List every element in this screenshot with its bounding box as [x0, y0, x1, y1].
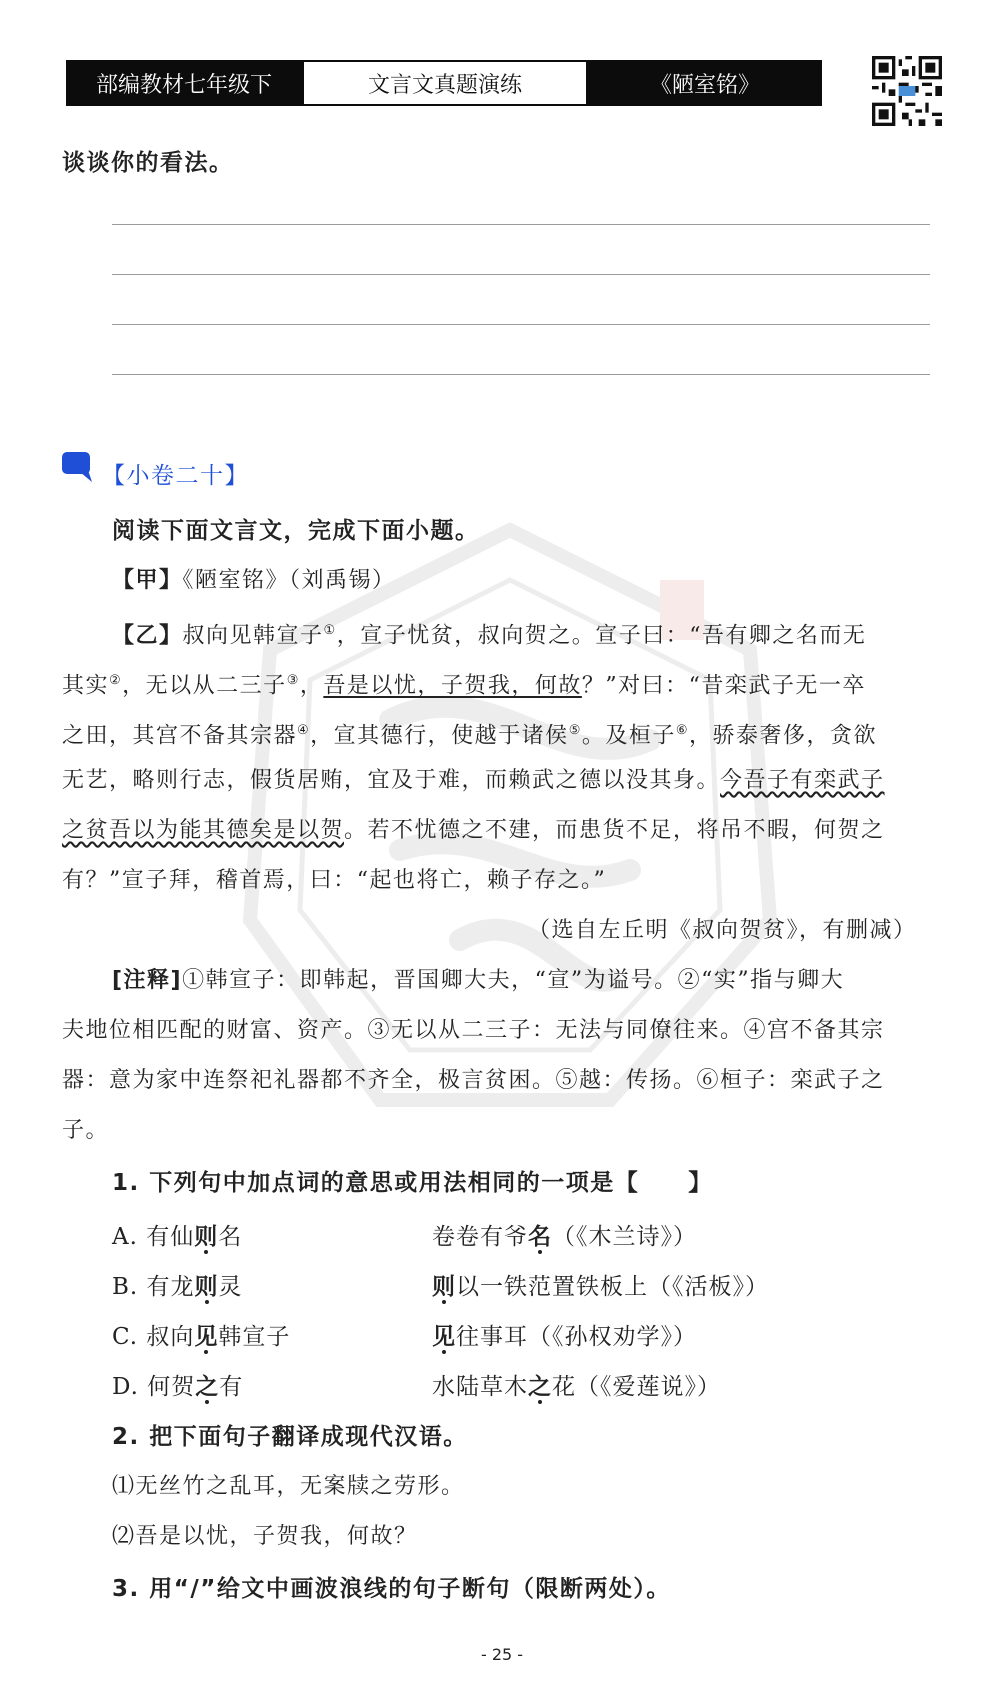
option-a-left[interactable]: A. 有仙则名	[112, 1223, 243, 1250]
footnote-mark: ②	[109, 673, 123, 688]
dotted-word: 则	[194, 1273, 219, 1300]
answer-line[interactable]	[112, 374, 930, 375]
passage-yi-line	[62, 666, 866, 701]
header-title-label: 《陋室铭》	[588, 60, 822, 106]
option-c-right: 见往事耳（《孙权劝学》）	[432, 1323, 697, 1350]
header-grade-label: 部编教材七年级下	[66, 60, 302, 106]
passage-yi-line	[62, 766, 885, 796]
dotted-word: 名	[528, 1223, 552, 1250]
answer-line[interactable]	[112, 324, 930, 325]
passage-text: 。若不忧德之不建，而患货不足，将吊不暇，何贺之	[344, 818, 885, 843]
option-a-right: 卷卷有爷名（《木兰诗》）	[432, 1223, 697, 1250]
dotted-word: 之	[528, 1373, 552, 1400]
option-c-left[interactable]: C. 叔向见韩宣子	[112, 1323, 291, 1350]
passage-text: 无艺，略则行志，假货居贿，宜及于难，而赖武之德以没其身。	[62, 768, 721, 793]
passage-jia	[112, 566, 396, 596]
question-3-stem: 3. 用“/”给文中画波浪线的句子断句（限断两处）。	[112, 1576, 671, 1602]
notes-text: 夫地位相匹配的财富、资产。③无以从二三子：无法与同僚往来。④宫不备其宗	[62, 1018, 885, 1043]
notes-label: [注释]	[112, 968, 183, 993]
option-b-left[interactable]: B. 有龙则灵	[112, 1273, 243, 1300]
notes-text: ①韩宣子：即韩起，晋国卿大夫，“宣”为谥号。②“实”指与卿大	[182, 968, 845, 993]
notes-line	[112, 966, 844, 996]
header-section-label: 文言文真题演练	[302, 60, 588, 106]
footnote-mark: ④	[297, 723, 311, 738]
passage-yi-label: 【乙】	[112, 623, 183, 649]
answer-line[interactable]	[112, 274, 930, 275]
passage-yi-line	[62, 816, 885, 846]
question-1-stem: 1. 下列句中加点词的意思或用法相同的一项是【 】	[112, 1170, 713, 1196]
passage-yi-line	[112, 616, 866, 651]
passage-text: ，宣子忧贫，叔向贺之。宣子曰：“吾有卿之名而无	[336, 623, 867, 649]
option-d-left[interactable]: D. 何贺之有	[112, 1373, 244, 1400]
page-number: - 25 -	[480, 1645, 524, 1664]
passage-text: ，骄泰奢侈，贪欲	[689, 723, 878, 749]
answer-line[interactable]	[112, 224, 930, 225]
question-2-sentence-1: ⑴无丝竹之乱耳，无案牍之劳形。	[112, 1474, 465, 1499]
footnote-mark: ⑤	[568, 723, 582, 738]
notes-text: 器：意为家中连祭祀礼器都不齐全，极言贫困。⑤越：传扬。⑥桓子：栾武子之	[62, 1068, 885, 1093]
footnote-mark: ①	[323, 623, 337, 638]
reading-instruction: 阅读下面文言文，完成下面小题。	[112, 518, 480, 544]
passage-text: ，无以从二三子	[122, 673, 287, 699]
option-d-right: 水陆草木之花（《爱莲说》）	[432, 1373, 721, 1400]
section-title: 【小卷二十】	[102, 463, 249, 489]
passage-text: 之田，其宫不备其宗器	[62, 723, 298, 749]
dotted-word: 见	[432, 1323, 456, 1350]
dotted-word: 之	[195, 1373, 220, 1400]
passage-text: 有？”宣子拜，稽首焉，曰：“起也将亡，赖子存之。”	[62, 868, 607, 893]
speech-bubble-icon	[62, 452, 94, 482]
underlined-sentence: 吾是以忧，子贺我，何故	[323, 673, 582, 699]
passage-text: 其实	[62, 673, 110, 699]
passage-jia-label: 【甲】	[112, 568, 183, 593]
dotted-word: 见	[194, 1323, 219, 1350]
footnote-mark: ③	[286, 673, 300, 688]
footnote-mark: ⑥	[675, 723, 690, 738]
notes-text: 子。	[62, 1118, 110, 1143]
question-2-stem: 2. 把下面句子翻译成现代汉语。	[112, 1424, 468, 1450]
passage-text: ，宣其德行，使越于诸侯	[310, 723, 569, 749]
passage-source: （选自左丘明《叔向贺贫》，有删减）	[528, 918, 917, 943]
passage-text: ，	[299, 673, 324, 699]
dotted-word: 则	[194, 1223, 219, 1250]
wavy-underlined-sentence: 之贫吾以为能其德矣是以贺	[62, 818, 345, 843]
passage-text: ？”对曰：“昔栾武子无一卒	[581, 673, 866, 699]
previous-question-prompt: 谈谈你的看法。	[62, 150, 234, 176]
passage-yi-line	[62, 716, 877, 751]
dotted-word: 则	[432, 1273, 456, 1300]
option-b-right: 则以一铁范置铁板上（《活板》）	[432, 1273, 769, 1300]
passage-jia-title: 《陋室铭》（刘禹锡）	[182, 568, 396, 593]
qr-code-icon[interactable]	[872, 56, 942, 126]
wavy-underlined-sentence: 今吾子有栾武子	[720, 768, 885, 793]
passage-text: 。及桓子	[581, 723, 676, 749]
passage-yi-line	[62, 866, 606, 896]
question-2-sentence-2: ⑵吾是以忧，子贺我，何故？	[112, 1524, 418, 1549]
passage-text: 叔向见韩宣子	[182, 623, 324, 649]
